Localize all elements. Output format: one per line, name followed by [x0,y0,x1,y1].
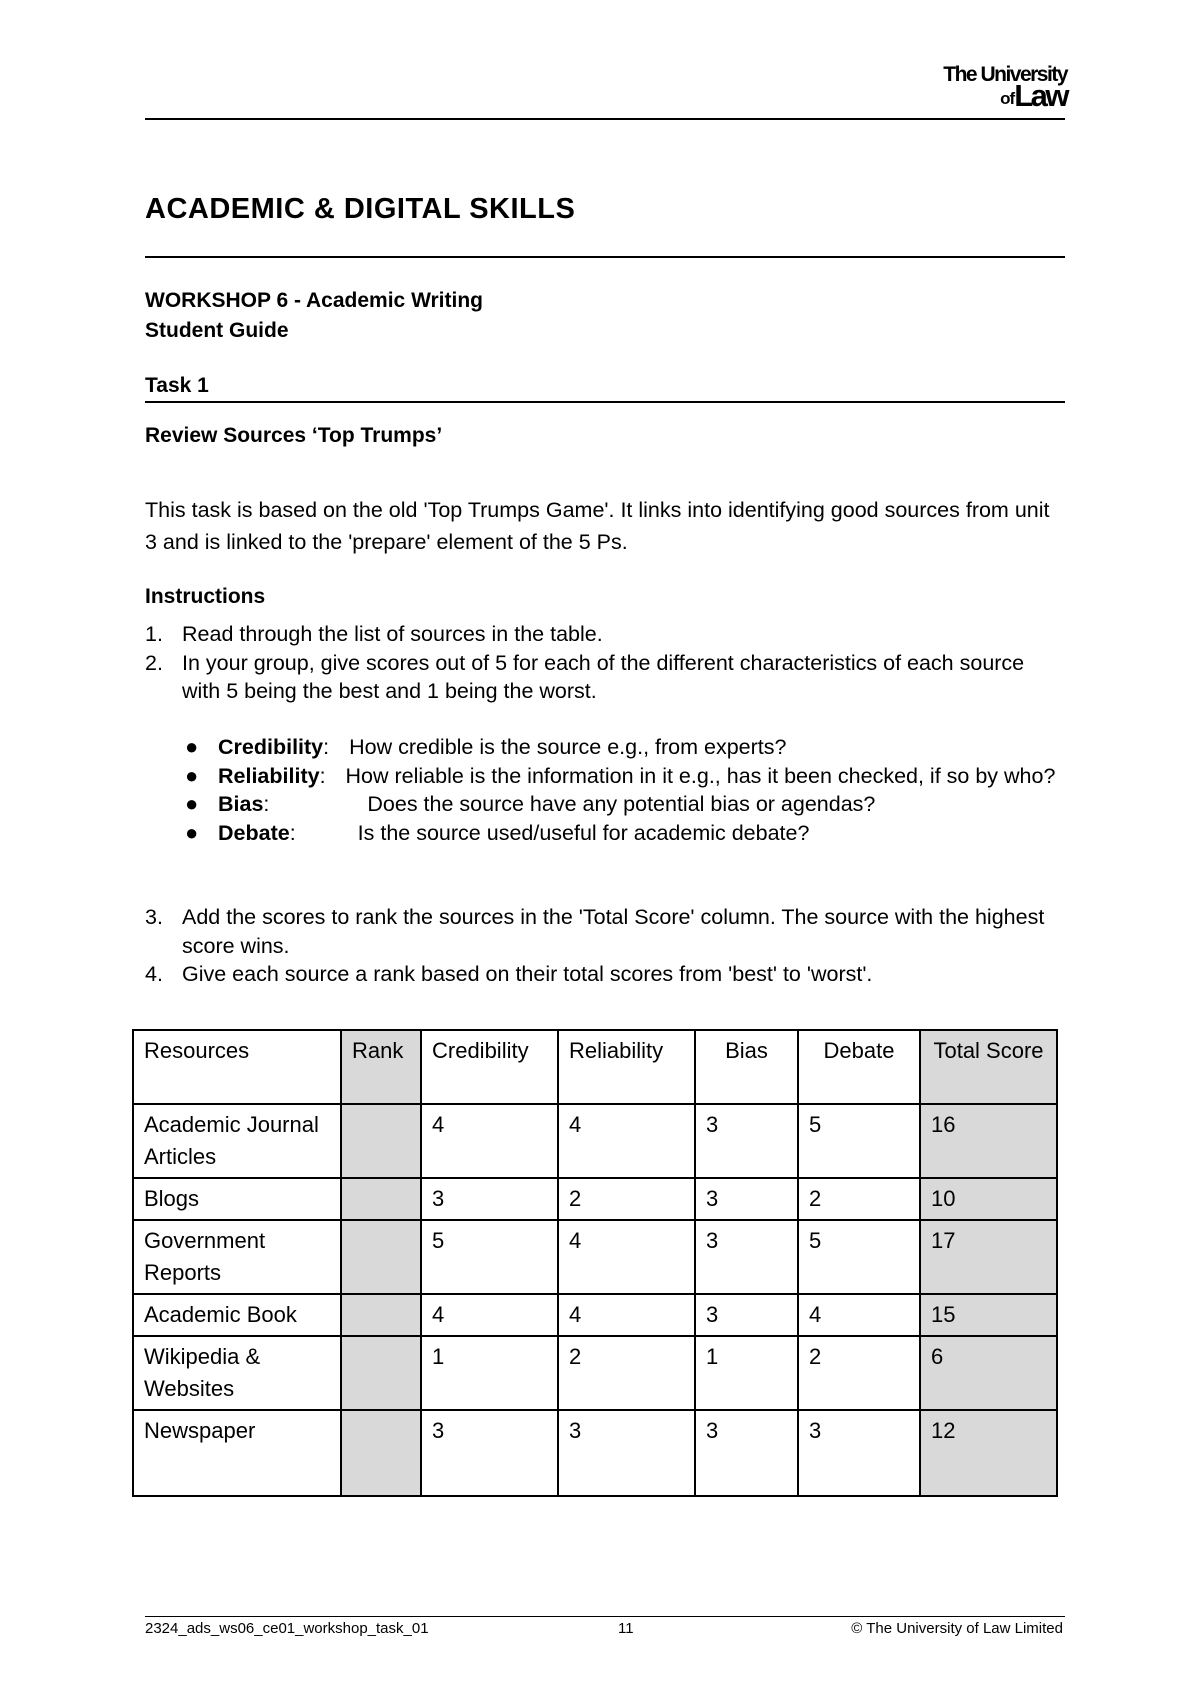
document-title: ACADEMIC & DIGITAL SKILLS [145,193,576,225]
cell-credibility: 5 [421,1220,558,1294]
table-row [133,1410,1057,1496]
cell-reliability: 4 [558,1220,695,1294]
characteristic-term: Credibility [218,735,324,759]
cell-reliability: 3 [558,1410,695,1496]
footer-page-number: 11 [618,1620,634,1637]
task-heading: Task 1 [145,374,209,397]
table-row [133,1336,1057,1410]
characteristic-sep: : [323,735,330,759]
header-reliability: Reliability [558,1030,695,1104]
cell-bias: 3 [695,1410,798,1496]
logo-line1: The University [943,63,1067,86]
characteristic-term: Bias [218,792,264,816]
cell-bias: 3 [695,1178,798,1220]
characteristic-desc: Is the source used/useful for academic debate? [357,820,810,845]
characteristic-debate [145,819,1065,848]
header-rank: Rank [341,1030,421,1104]
task-rule [145,401,1065,403]
cell-resource: Newspaper [133,1410,341,1496]
characteristic-term: Debate [218,820,290,845]
bullet-icon: ● [185,791,199,816]
table-header-row [133,1030,1057,1104]
cell-rank [341,1178,421,1220]
logo-law: Law [1014,78,1067,113]
cell-bias: 3 [695,1294,798,1336]
footer-copyright: © The University of Law Limited [851,1620,1063,1637]
review-subheading: Review Sources ‘Top Trumps’ [145,424,443,447]
step-number: 3. [145,905,163,929]
cell-credibility: 3 [421,1410,558,1496]
cell-credibility: 4 [421,1104,558,1178]
header-debate: Debate [798,1030,920,1104]
cell-debate: 3 [798,1410,920,1496]
header-resources: Resources [133,1030,341,1104]
cell-credibility: 1 [421,1336,558,1410]
step-number: 4. [145,962,163,986]
characteristic-desc: How reliable is the information in it e.g., has it been checked, if so by who? [345,763,1056,788]
characteristic-bias [145,790,1065,819]
cell-total: 17 [920,1220,1057,1294]
cell-resource: Academic Journal Articles [133,1104,341,1178]
characteristic-sep: : [319,763,326,788]
footer-document-code: 2324_ads_ws06_ce01_workshop_task_01 [145,1620,429,1637]
cell-reliability: 4 [558,1294,695,1336]
steps-list-b [145,903,1065,989]
step-number: 2. [145,650,163,675]
sources-table [132,1029,1058,1497]
step-item-4 [145,960,1065,989]
cell-total: 12 [920,1410,1057,1496]
table-row [133,1104,1057,1178]
title-rule [145,256,1065,258]
cell-bias: 3 [695,1220,798,1294]
cell-rank [341,1294,421,1336]
cell-debate: 4 [798,1294,920,1336]
table-row [133,1220,1057,1294]
step-text: Add the scores to rank the sources in the 'Total Score' column. The source with the highest score wins. [182,905,1045,958]
intro-paragraph: This task is based on the old 'Top Trumps Game'. It links into identifying good sources from unit 3 and is linked to the 'prepare' element of the 5 Ps. [145,498,1050,554]
cell-debate: 2 [798,1178,920,1220]
cell-bias: 1 [695,1336,798,1410]
characteristic-term: Reliability [218,763,320,788]
bullet-icon: ● [185,819,199,845]
footer-rule [145,1616,1065,1617]
logo-of: of [1000,89,1015,108]
characteristic-sep: : [289,820,296,845]
step-number: 1. [145,622,163,646]
cell-resource: Government Reports [133,1220,341,1294]
cell-resource: Blogs [133,1178,341,1220]
characteristic-desc: How credible is the source e.g., from experts? [349,735,787,759]
cell-reliability: 2 [558,1178,695,1220]
cell-total: 15 [920,1294,1057,1336]
step-text: In your group, give scores out of 5 for each of the different characteristics of each source with 5 being the best and 1 being the worst. [182,650,1025,703]
characteristic-reliability [145,762,1065,791]
cell-resource: Wikipedia & Websites [133,1336,341,1410]
step-item-2 [145,649,1065,706]
step-item-3 [145,903,1065,960]
cell-reliability: 4 [558,1104,695,1178]
cell-debate: 5 [798,1220,920,1294]
table-row [133,1178,1057,1220]
characteristic-desc: Does the source have any potential bias or agendas? [367,792,876,816]
sources-table-wrapper [132,1029,1058,1497]
header-rule [145,118,1065,120]
cell-resource: Academic Book [133,1294,341,1336]
cell-total: 6 [920,1336,1057,1410]
steps-list-a [145,620,1065,706]
cell-debate: 5 [798,1104,920,1178]
characteristic-credibility [145,733,1065,762]
cell-bias: 3 [695,1104,798,1178]
workshop-heading: WORKSHOP 6 - Academic Writing [145,289,483,312]
cell-total: 10 [920,1178,1057,1220]
characteristic-sep: : [263,792,270,816]
guide-heading: Student Guide [145,319,289,342]
university-of-law-logo [943,64,1067,111]
step-text: Give each source a rank based on their total scores from 'best' to 'worst'. [182,962,873,986]
cell-credibility: 3 [421,1178,558,1220]
cell-total: 16 [920,1104,1057,1178]
instructions-heading: Instructions [145,585,266,608]
cell-credibility: 4 [421,1294,558,1336]
characteristics-list [145,733,1065,847]
cell-rank [341,1220,421,1294]
cell-debate: 2 [798,1336,920,1410]
table-row [133,1294,1057,1336]
bullet-icon: ● [185,762,199,788]
cell-reliability: 2 [558,1336,695,1410]
header-total-score: Total Score [920,1030,1057,1104]
step-item-1 [145,620,1065,649]
bullet-icon: ● [185,734,199,759]
cell-rank [341,1336,421,1410]
header-bias: Bias [695,1030,798,1104]
step-text: Read through the list of sources in the table. [182,622,603,646]
header-credibility: Credibility [421,1030,558,1104]
cell-rank [341,1410,421,1496]
cell-rank [341,1104,421,1178]
